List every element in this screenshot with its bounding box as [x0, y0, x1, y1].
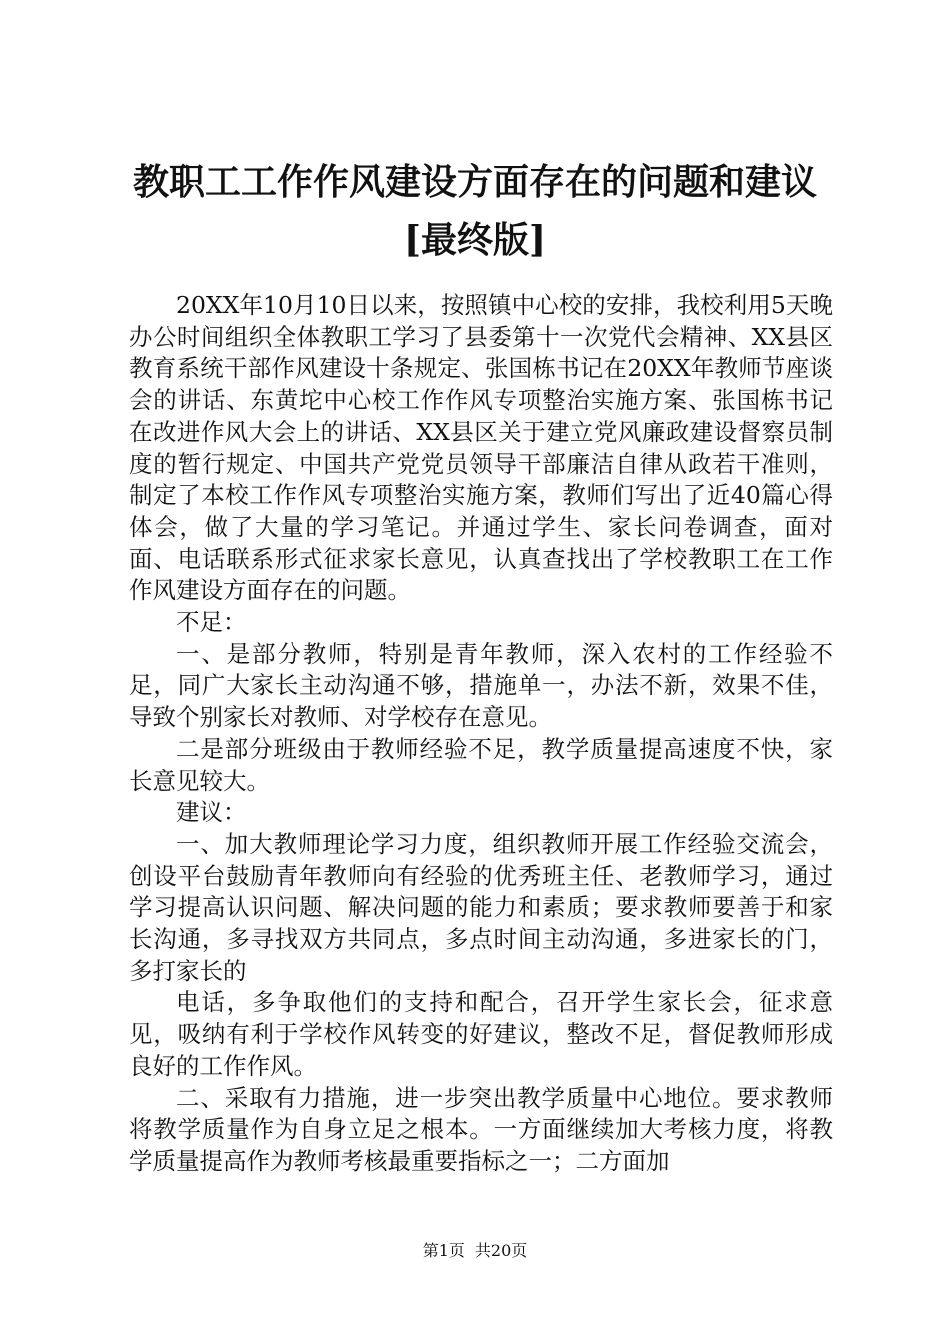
page-footer — [0, 1240, 950, 1262]
body-paragraph: 二是部分班级由于教师经验不足，教学质量提高速度不快，家长意见较大。 — [129, 734, 833, 795]
body-paragraph: 电话，多争取他们的支持和配合，召开学生家长会，征求意见，吸纳有利于学校作风转变的好建议，整改不足，督促教师形成良好的工作作风。 — [129, 988, 833, 1080]
document-title: 教职工工作作风建设方面存在的问题和建议 — [132, 161, 817, 203]
body-paragraph: 一、是部分教师，特别是青年教师，深入农村的工作经验不足，同广大家长主动沟通不够，措施单一，办法不新，效果不佳，导致个别家长对教师、对学校存在意见。 — [129, 639, 833, 732]
section-heading-suggestions: 建议： — [176, 798, 247, 827]
body-paragraph: 二、采取有力措施，进一步突出教学质量中心地位。要求教师将教学质量作为自身立足之根本。一方面继续加大考核力度，将教学质量提高作为教师考核最重要指标之一；二方面加 — [129, 1083, 833, 1175]
page-number: 第1页 — [422, 1241, 465, 1260]
page-total: 共20页 — [474, 1241, 528, 1260]
document-body — [129, 290, 833, 1178]
document-title-suffix: [最终版] — [403, 219, 547, 261]
body-paragraph: 一、加大教师理论学习力度，组织教师开展工作经验交流会，创设平台鼓励青年教师向有经验的优秀班主任、老教师学习，通过学习提高认识问题、解决问题的能力和素质；要求教师要善于和家长沟通，多寻找双方共同点，多点时间主动沟通，多进家长的门，多打家长的 — [129, 829, 833, 985]
body-paragraph: 20XX年10月10日以来，按照镇中心校的安排，我校利用5天晚办公时间组织全体教职工学习了县委第十一次党代会精神、XX县区教育系统干部作风建设十条规定、张国栋书记在20XX年教师节座谈会的讲话、东黄坨中心校工作作风专项整治实施方案、张国栋书记在改进作风大会上的讲话、XX县区关于建立党风廉政建设督察员制度的暂行规定、中国共产党党员领导干部廉洁自律从政若干准则，制定了本校工作作风专项整治实施方案，教师们写出了近40篇心得体会，做了大量的学习笔记。并通过学生、家长问卷调查，面对面、电话联系形式征求家长意见，认真查找出了学校教职工在工作作风建设方面存在的问题。 — [129, 291, 833, 605]
section-heading-shortcomings: 不足： — [176, 608, 247, 637]
